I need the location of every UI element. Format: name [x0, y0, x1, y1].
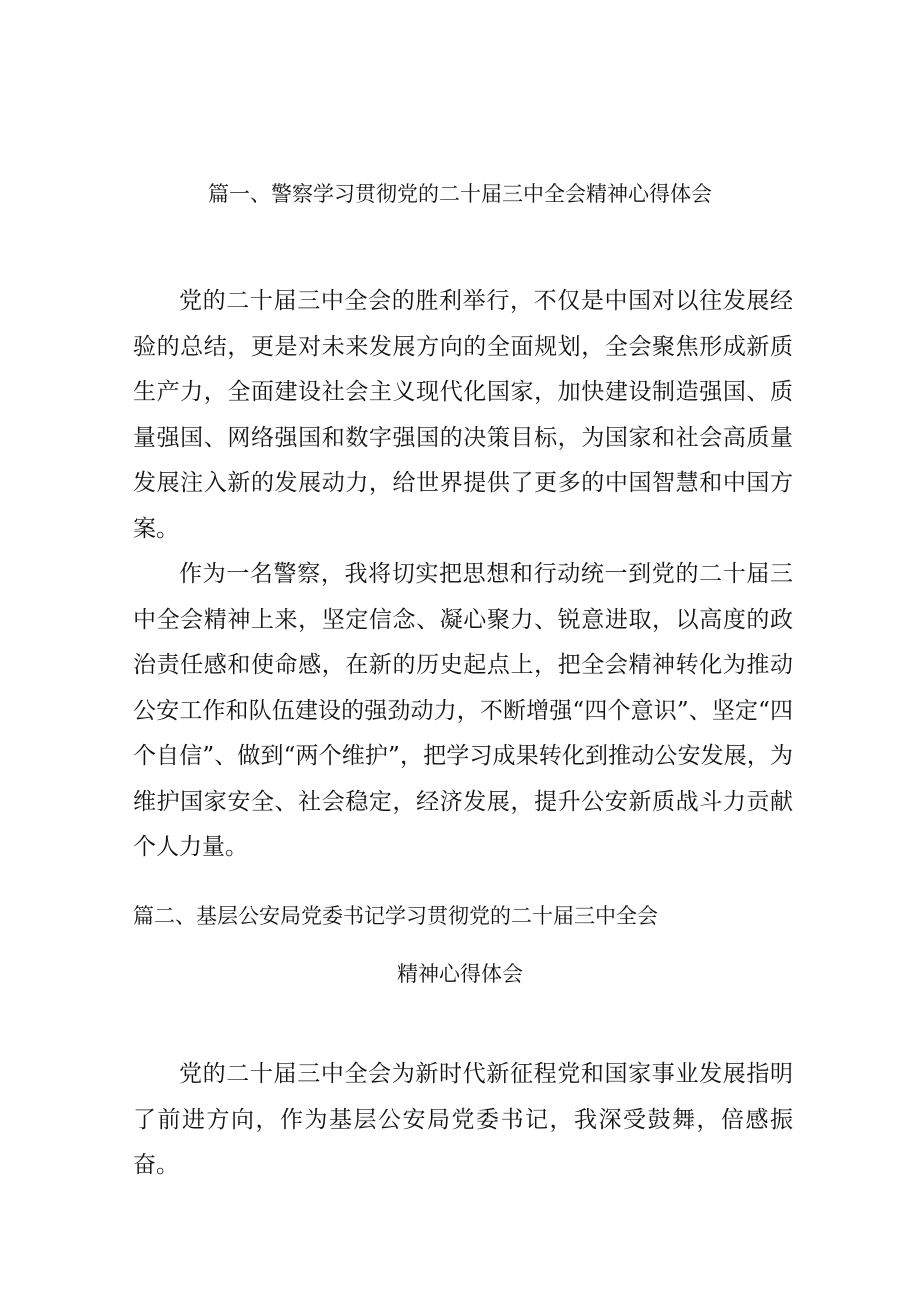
- section-1-body: [133, 279, 793, 871]
- section-2-paragraph-1: 党的二十届三中全会为新时代新征程党和国家事业发展指明了前进方向，作为基层公安局党委书记，我深受鼓舞，倍感振奋。: [133, 1061, 793, 1178]
- section-2-body: [133, 1052, 793, 1189]
- section-1-paragraph-1: 党的二十届三中全会的胜利举行，不仅是中国对以往发展经验的总结，更是对未来发展方向的全面规划，全会聚焦形成新质生产力，全面建设社会主义现代化国家，加快建设制造强国、质量强国、网络强国和数字强国的决策目标，为国家和社会高质量发展注入新的发展动力，给世界提供了更多的中国智慧和中国方案。: [133, 288, 793, 542]
- section-1-title: 篇一、警察学习贯彻党的二十届三中全会精神心得体会: [208, 182, 712, 206]
- section-2-title-line-1: 篇二、基层公安局党委书记学习贯彻党的二十届三中全会: [133, 904, 658, 928]
- section-2-title-line-2: 精神心得体会: [397, 962, 523, 986]
- section-1-paragraph-2: 作为一名警察，我将切实把思想和行动统一到党的二十届三中全会精神上来，坚定信念、凝心聚力、锐意进取，以高度的政治责任感和使命感，在新的历史起点上，把全会精神转化为推动公安工作和队伍建设的强劲动力，不断增强“四个意识”、坚定“四个自信”、做到“两个维护”，把学习成果转化到推动公安发展，为维护国家安全、社会稳定，经济发展，提升公安新质战斗力贡献个人力量。: [133, 561, 793, 860]
